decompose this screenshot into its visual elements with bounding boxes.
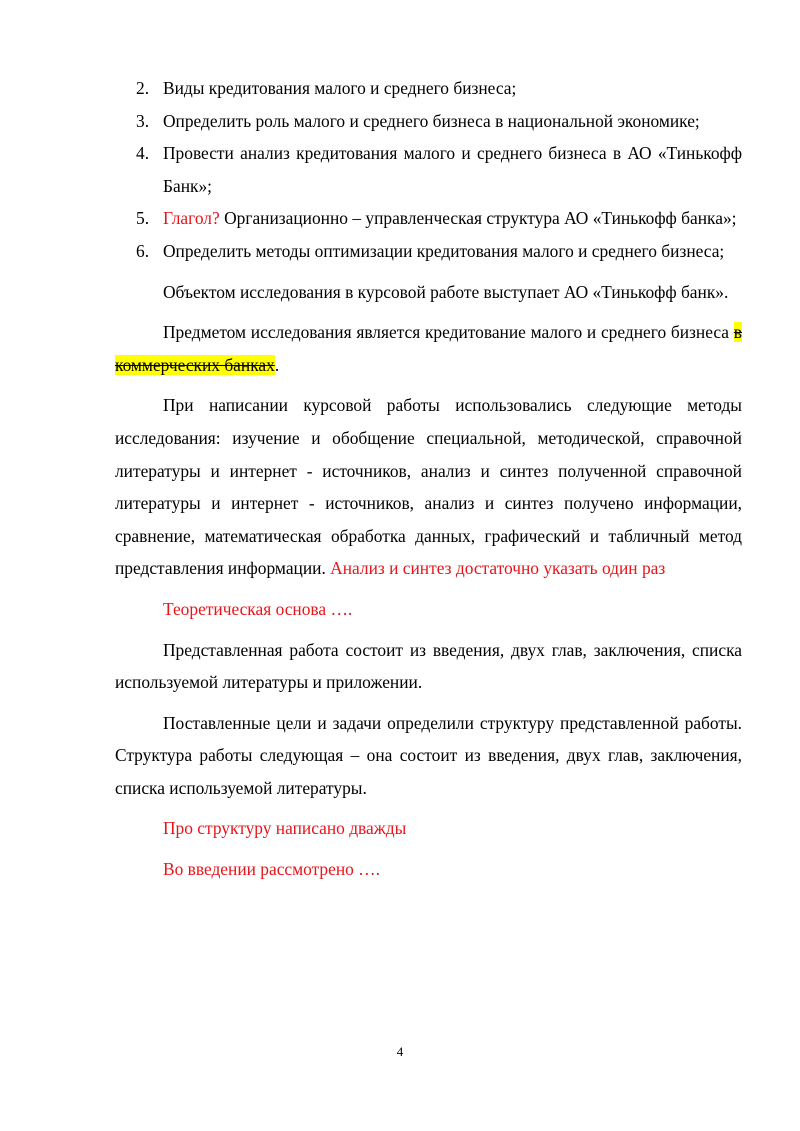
list-item [115,235,742,268]
methods-paragraph [115,389,742,585]
list-item-text: Определить роль малого и среднего бизнеса в национальной экономике; [163,110,700,131]
list-item-text: Определить методы оптимизации кредитования малого и среднего бизнеса; [163,240,725,261]
highlighted-deleted-text: в коммерческих банках [115,322,742,375]
subject-text: Предметом исследования является кредитование малого и среднего бизнеса [163,322,734,343]
goals-paragraph: Поставленные цели и задачи определили структуру представленной работы. Структура работы следующая – она состоит из введения, двух глав, заключения, списка используемой литературы. [115,712,742,798]
tasks-list [115,72,742,268]
structure-note: Про структуру написано дважды [163,818,407,839]
list-number: 4. [136,143,150,164]
list-item-text: Виды кредитования малого и среднего бизнеса; [163,78,517,98]
subject-paragraph [115,316,742,381]
list-item [115,137,742,202]
reviewer-comment: Анализ и синтез достаточно указать один раз [330,558,666,579]
theory-note: Теоретическая основа …. [163,598,353,619]
subject-text-end: . [274,354,280,375]
object-paragraph: Объектом исследования в курсовой работе выступает АО «Тинькофф банк». [163,281,729,302]
structure-paragraph: Представленная работа состоит из введения, двух глав, заключения, списка используемой литературы и приложении. [115,639,742,693]
page-content [115,72,742,886]
list-number: 2. [136,78,150,98]
methods-text: При написании курсовой работы использовались следующие методы исследования: изучение и обобщение специальной, методической, справочной литературы и интернет - источников, анализ и синтез полученной справочной литературы и интернет - источников, анализ и синтез получено информации, сравнение, математическая обработка данных, графический и табличный метод представления информации. [115,395,742,579]
list-item [115,72,742,105]
reviewer-comment: Глагол? [163,208,220,229]
list-item-text: Организационно – управленческая структура АО «Тинькофф банка»; [219,208,737,229]
list-item [115,105,742,138]
list-number: 5. [136,208,150,229]
list-item-text: Провести анализ кредитования малого и среднего бизнеса в АО «Тинькофф Банк»; [163,143,742,196]
list-item [115,202,742,235]
intro-note: Во введении рассмотрено …. [163,859,380,880]
page-number: 4 [396,1044,404,1059]
list-number: 3. [136,110,150,131]
list-number: 6. [136,240,150,261]
